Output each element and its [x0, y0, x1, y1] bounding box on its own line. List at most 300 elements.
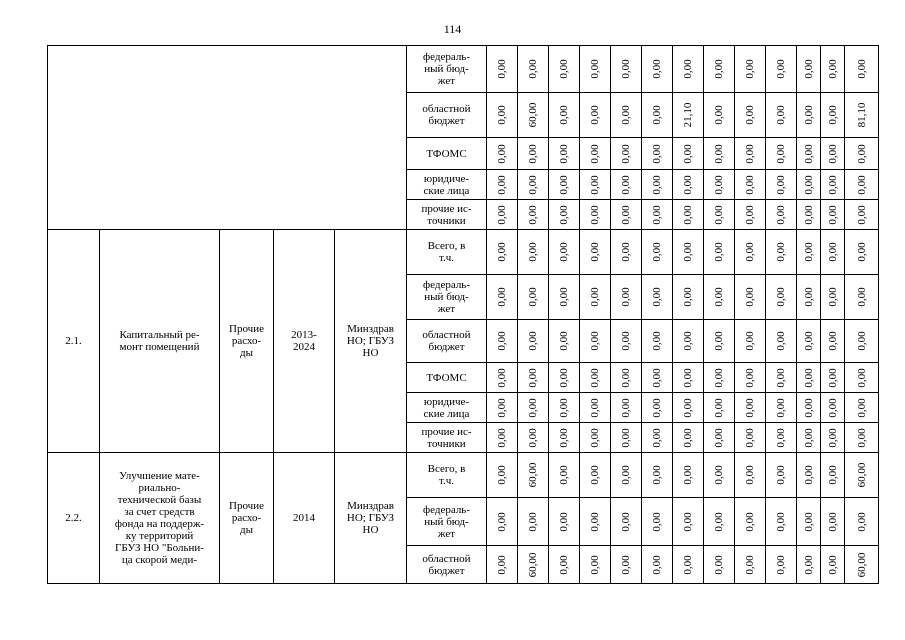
value-text: 0,00 [651, 59, 663, 79]
item-name: Улучшение мате- риально- технической базы за счет средств фонда на поддерж- ку территорий ГБУЗ НО "Больни- ца скорой меди- [100, 453, 220, 584]
value-text: 0,00 [713, 59, 725, 79]
value-text: 0,00 [589, 465, 601, 485]
value-cell [580, 275, 611, 320]
value-cell [797, 320, 821, 363]
value-text: 0,00 [496, 59, 508, 79]
value-cell [518, 453, 549, 498]
value-cell [735, 363, 766, 393]
funding-source-cell: Всего, в т.ч. [407, 230, 487, 275]
expense-type: Прочие расхо- ды [220, 230, 274, 453]
value-text: 0,00 [713, 287, 725, 307]
value-text: 0,00 [558, 59, 570, 79]
value-text: 0,00 [744, 427, 756, 448]
value-text: 60,00 [855, 552, 868, 577]
value-cell [845, 200, 879, 230]
value-text: 0,00 [558, 287, 570, 307]
value-cell [821, 230, 845, 275]
value-text: 0,00 [558, 397, 570, 418]
value-cell [673, 320, 704, 363]
value-cell [487, 93, 518, 138]
value-cell [797, 453, 821, 498]
value-cell [766, 393, 797, 423]
value-cell [642, 498, 673, 546]
value-cell [821, 275, 845, 320]
value-cell [549, 170, 580, 200]
value-text: 0,00 [802, 465, 815, 485]
value-text: 0,00 [682, 465, 694, 485]
value-text: 0,00 [589, 427, 601, 448]
value-cell [611, 393, 642, 423]
value-text: 0,00 [496, 204, 508, 225]
value-text: 0,00 [496, 367, 508, 388]
value-cell [735, 393, 766, 423]
value-text: 0,00 [855, 511, 868, 532]
value-cell [704, 46, 735, 93]
value-text: 0,00 [775, 143, 787, 164]
value-text: 0,00 [527, 331, 539, 351]
value-text: 0,00 [713, 331, 725, 351]
value-text: 0,00 [802, 427, 815, 448]
value-text: 0,00 [620, 143, 632, 164]
value-text: 0,00 [855, 331, 868, 351]
value-cell [766, 138, 797, 170]
value-cell [673, 46, 704, 93]
value-text: 0,00 [651, 367, 663, 388]
value-text: 0,00 [496, 554, 508, 575]
value-cell [487, 393, 518, 423]
value-cell [704, 546, 735, 584]
value-cell [487, 423, 518, 453]
value-cell [797, 138, 821, 170]
value-cell [821, 46, 845, 93]
value-text: 0,00 [826, 204, 839, 225]
period: 2014 [274, 453, 335, 584]
value-text: 0,00 [682, 174, 694, 195]
value-text: 0,00 [682, 397, 694, 418]
value-cell [735, 230, 766, 275]
value-text: 0,00 [527, 242, 539, 262]
value-text: 0,00 [682, 143, 694, 164]
value-text: 0,00 [589, 554, 601, 575]
value-cell [797, 230, 821, 275]
value-text: 0,00 [651, 242, 663, 262]
value-cell [821, 363, 845, 393]
value-text: 0,00 [855, 204, 868, 225]
value-text: 0,00 [527, 397, 539, 418]
value-cell [549, 200, 580, 230]
value-cell [518, 200, 549, 230]
value-text: 0,00 [855, 367, 868, 388]
value-text: 0,00 [589, 143, 601, 164]
value-text: 0,00 [558, 554, 570, 575]
value-text: 0,00 [713, 105, 725, 125]
value-text: 0,00 [744, 287, 756, 307]
value-cell [704, 393, 735, 423]
value-text: 0,00 [558, 367, 570, 388]
value-text: 0,00 [826, 331, 839, 351]
value-text: 21,10 [682, 102, 694, 128]
value-text: 0,00 [775, 204, 787, 225]
value-text: 0,00 [775, 331, 787, 351]
value-text: 0,00 [744, 367, 756, 388]
value-cell [642, 230, 673, 275]
value-text: 0,00 [855, 174, 868, 195]
funding-source-cell: областной бюджет [407, 93, 487, 138]
value-cell [549, 320, 580, 363]
value-cell [580, 423, 611, 453]
value-text: 0,00 [775, 59, 787, 79]
value-text: 0,00 [713, 511, 725, 532]
value-text: 0,00 [713, 427, 725, 448]
value-cell [642, 138, 673, 170]
value-cell [704, 200, 735, 230]
value-cell [797, 275, 821, 320]
value-text: 0,00 [527, 427, 539, 448]
value-text: 0,00 [558, 331, 570, 351]
value-text: 0,00 [620, 367, 632, 388]
value-text: 0,00 [744, 397, 756, 418]
value-cell [735, 423, 766, 453]
value-cell [735, 170, 766, 200]
value-cell [766, 423, 797, 453]
value-text: 0,00 [651, 331, 663, 351]
value-cell [845, 393, 879, 423]
value-text: 60,00 [855, 462, 868, 488]
expense-type: Прочие расхо- ды [220, 453, 274, 584]
item-name: Капитальный ре- монт помещений [100, 230, 220, 453]
value-cell [549, 453, 580, 498]
value-cell [821, 170, 845, 200]
value-cell [704, 275, 735, 320]
value-text: 0,00 [744, 204, 756, 225]
value-text: 0,00 [826, 242, 839, 262]
table-row [48, 230, 879, 275]
value-cell [797, 93, 821, 138]
value-cell [766, 46, 797, 93]
value-text: 0,00 [826, 397, 839, 418]
value-cell [673, 453, 704, 498]
value-text: 0,00 [682, 287, 694, 307]
value-cell [673, 546, 704, 584]
value-text: 0,00 [496, 465, 508, 485]
value-text: 0,00 [826, 143, 839, 164]
value-text: 0,00 [496, 287, 508, 307]
budget-table [47, 45, 879, 584]
value-cell [642, 423, 673, 453]
value-text: 0,00 [558, 427, 570, 448]
value-text: 0,00 [802, 397, 815, 418]
value-text: 0,00 [826, 174, 839, 195]
value-cell [580, 498, 611, 546]
value-cell [673, 138, 704, 170]
value-cell [821, 93, 845, 138]
value-cell [735, 200, 766, 230]
value-cell [642, 453, 673, 498]
value-text: 0,00 [558, 465, 570, 485]
value-text: 0,00 [651, 287, 663, 307]
value-text: 0,00 [527, 367, 539, 388]
value-cell [821, 320, 845, 363]
value-text: 0,00 [620, 465, 632, 485]
value-text: 0,00 [744, 554, 756, 575]
value-cell [845, 230, 879, 275]
value-text: 0,00 [589, 174, 601, 195]
value-cell [549, 230, 580, 275]
value-text: 0,00 [802, 242, 815, 262]
value-text: 0,00 [620, 331, 632, 351]
value-cell [704, 138, 735, 170]
funding-source-cell: юридиче- ские лица [407, 170, 487, 200]
value-text: 0,00 [527, 174, 539, 195]
value-text: 0,00 [802, 511, 815, 532]
value-text: 60,00 [527, 552, 539, 577]
value-text: 0,00 [713, 465, 725, 485]
table-row [48, 46, 879, 93]
value-cell [735, 275, 766, 320]
funding-source-cell: областной бюджет [407, 320, 487, 363]
value-text: 0,00 [744, 105, 756, 125]
value-cell [611, 453, 642, 498]
value-cell [611, 363, 642, 393]
value-cell [611, 230, 642, 275]
value-cell [673, 93, 704, 138]
value-cell [704, 498, 735, 546]
value-cell [845, 423, 879, 453]
value-text: 0,00 [775, 367, 787, 388]
value-text: 0,00 [826, 287, 839, 307]
value-cell [821, 498, 845, 546]
value-text: 0,00 [589, 397, 601, 418]
value-cell [704, 230, 735, 275]
value-text: 0,00 [826, 465, 839, 485]
value-text: 0,00 [558, 511, 570, 532]
value-text: 0,00 [826, 59, 839, 79]
value-cell [580, 200, 611, 230]
executor: Минздрав НО; ГБУЗ НО [335, 230, 407, 453]
item-number: 2.2. [48, 453, 100, 584]
value-cell [642, 546, 673, 584]
value-cell [821, 453, 845, 498]
value-cell [845, 363, 879, 393]
value-text: 0,00 [527, 511, 539, 532]
value-text: 60,00 [527, 462, 539, 488]
value-cell [580, 230, 611, 275]
value-text: 0,00 [775, 174, 787, 195]
value-text: 0,00 [855, 287, 868, 307]
value-cell [580, 93, 611, 138]
value-text: 0,00 [558, 143, 570, 164]
value-text: 0,00 [826, 427, 839, 448]
value-text: 0,00 [496, 331, 508, 351]
value-cell [704, 363, 735, 393]
funding-source-cell: юридиче- ские лица [407, 393, 487, 423]
value-cell [735, 453, 766, 498]
value-cell [766, 363, 797, 393]
value-cell [797, 498, 821, 546]
value-cell [845, 93, 879, 138]
value-text: 0,00 [802, 367, 815, 388]
value-cell [487, 230, 518, 275]
value-cell [821, 138, 845, 170]
value-cell [642, 363, 673, 393]
value-text: 0,00 [855, 242, 868, 262]
value-text: 0,00 [855, 427, 868, 448]
value-cell [845, 546, 879, 584]
value-text: 0,00 [744, 174, 756, 195]
value-text: 0,00 [620, 242, 632, 262]
value-cell [766, 230, 797, 275]
value-text: 0,00 [496, 427, 508, 448]
value-cell [487, 498, 518, 546]
value-text: 0,00 [620, 427, 632, 448]
value-cell [821, 423, 845, 453]
value-text: 0,00 [527, 143, 539, 164]
value-cell [549, 46, 580, 93]
value-text: 0,00 [496, 242, 508, 262]
value-text: 0,00 [713, 367, 725, 388]
value-cell [487, 275, 518, 320]
value-text: 0,00 [744, 331, 756, 351]
value-cell [549, 93, 580, 138]
value-cell [611, 200, 642, 230]
value-cell [611, 170, 642, 200]
value-cell [518, 546, 549, 584]
value-cell [766, 275, 797, 320]
value-cell [518, 46, 549, 93]
value-text: 0,00 [558, 242, 570, 262]
value-cell [735, 138, 766, 170]
value-cell [642, 393, 673, 423]
value-cell [766, 546, 797, 584]
value-cell [518, 393, 549, 423]
value-cell [487, 320, 518, 363]
value-text: 0,00 [855, 143, 868, 164]
value-text: 0,00 [558, 105, 570, 125]
value-cell [518, 93, 549, 138]
value-cell [766, 320, 797, 363]
value-text: 0,00 [713, 143, 725, 164]
value-text: 0,00 [651, 174, 663, 195]
value-cell [642, 275, 673, 320]
value-cell [580, 320, 611, 363]
value-cell [673, 275, 704, 320]
value-text: 0,00 [855, 59, 868, 79]
value-text: 0,00 [775, 287, 787, 307]
value-cell [642, 170, 673, 200]
value-text: 0,00 [558, 174, 570, 195]
value-text: 0,00 [802, 174, 815, 195]
value-cell [611, 423, 642, 453]
value-text: 0,00 [775, 242, 787, 262]
value-cell [642, 46, 673, 93]
value-cell [580, 170, 611, 200]
value-text: 0,00 [589, 242, 601, 262]
value-cell [845, 320, 879, 363]
value-text: 0,00 [775, 105, 787, 125]
value-cell [611, 498, 642, 546]
value-cell [673, 423, 704, 453]
value-cell [797, 170, 821, 200]
value-cell [549, 423, 580, 453]
value-cell [518, 230, 549, 275]
value-text: 0,00 [682, 242, 694, 262]
value-cell [580, 363, 611, 393]
value-text: 0,00 [802, 287, 815, 307]
value-text: 0,00 [620, 397, 632, 418]
funding-source-cell: прочие ис- точники [407, 423, 487, 453]
value-text: 0,00 [682, 331, 694, 351]
value-text: 0,00 [802, 105, 815, 125]
value-cell [797, 200, 821, 230]
value-cell [704, 423, 735, 453]
value-cell [821, 393, 845, 423]
value-cell [845, 453, 879, 498]
value-cell [797, 393, 821, 423]
funding-source-cell: ТФОМС [407, 138, 487, 170]
value-cell [797, 46, 821, 93]
value-cell [766, 453, 797, 498]
value-cell [766, 200, 797, 230]
value-cell [549, 275, 580, 320]
value-text: 0,00 [589, 287, 601, 307]
funding-source-cell: федераль- ный бюд- жет [407, 46, 487, 93]
value-text: 0,00 [775, 554, 787, 575]
value-text: 0,00 [651, 105, 663, 125]
value-cell [611, 546, 642, 584]
value-cell [673, 363, 704, 393]
value-cell [611, 138, 642, 170]
funding-source-cell: прочие ис- точники [407, 200, 487, 230]
value-cell [487, 363, 518, 393]
value-cell [735, 498, 766, 546]
value-cell [821, 546, 845, 584]
funding-source-cell: федераль- ный бюд- жет [407, 275, 487, 320]
value-text: 0,00 [620, 174, 632, 195]
funding-source-cell: ТФОМС [407, 363, 487, 393]
value-text: 0,00 [620, 105, 632, 125]
value-cell [611, 46, 642, 93]
value-cell [611, 275, 642, 320]
value-text: 0,00 [744, 511, 756, 532]
value-text: 0,00 [651, 427, 663, 448]
value-cell [518, 170, 549, 200]
value-cell [704, 453, 735, 498]
value-cell [580, 393, 611, 423]
value-text: 0,00 [620, 554, 632, 575]
value-text: 0,00 [620, 287, 632, 307]
value-text: 0,00 [855, 397, 868, 418]
value-cell [642, 200, 673, 230]
value-text: 0,00 [802, 554, 815, 575]
value-cell [487, 546, 518, 584]
value-cell [611, 320, 642, 363]
value-cell [797, 546, 821, 584]
item-number: 2.1. [48, 230, 100, 453]
value-cell [518, 275, 549, 320]
value-cell [673, 170, 704, 200]
value-text: 0,00 [651, 511, 663, 532]
value-cell [735, 46, 766, 93]
value-cell [487, 138, 518, 170]
value-text: 0,00 [651, 143, 663, 164]
value-cell [673, 393, 704, 423]
value-cell [642, 320, 673, 363]
page-number: 114 [443, 22, 462, 36]
funding-source-cell: Всего, в т.ч. [407, 453, 487, 498]
value-cell [487, 46, 518, 93]
value-text: 0,00 [802, 143, 815, 164]
value-text: 0,00 [744, 59, 756, 79]
